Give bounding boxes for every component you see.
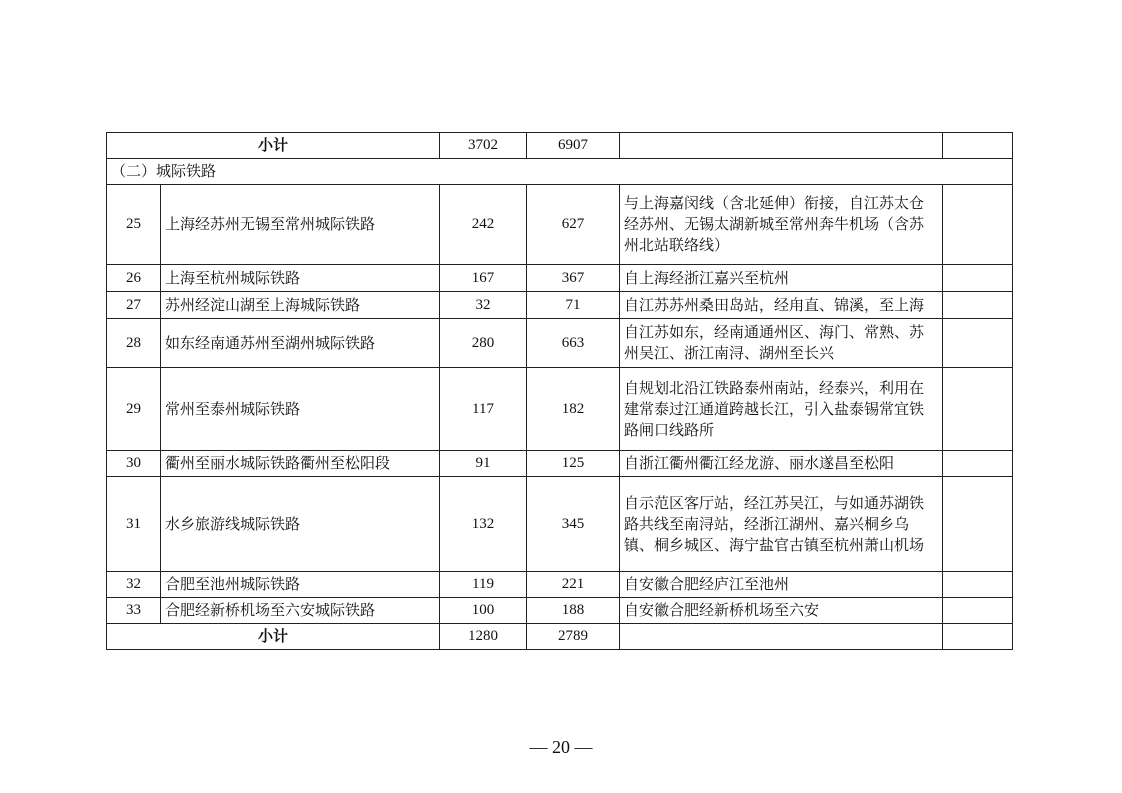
route-description: 自规划北沿江铁路泰州南站，经泰兴，利用在建常泰过江通道跨越长江，引入盐泰锡常宜铁路闸口线路所 — [620, 368, 943, 451]
route-description: 自浙江衢州衢江经龙游、丽水遂昌至松阳 — [620, 451, 943, 477]
project-name: 上海经苏州无锡至常州城际铁路 — [161, 185, 440, 265]
project-name: 上海至杭州城际铁路 — [161, 265, 440, 292]
subtotal-note-cell — [943, 133, 1013, 159]
value-1: 100 — [440, 598, 527, 624]
table-row — [107, 572, 1013, 598]
table-row — [107, 451, 1013, 477]
row-number: 26 — [107, 265, 161, 292]
table-row — [107, 319, 1013, 368]
railway-table — [106, 132, 1013, 650]
project-name: 苏州经淀山湖至上海城际铁路 — [161, 292, 440, 319]
table-row — [107, 265, 1013, 292]
project-name: 衢州至丽水城际铁路衢州至松阳段 — [161, 451, 440, 477]
subtotal-value-1: 1280 — [440, 624, 527, 650]
value-2: 188 — [527, 598, 620, 624]
note-cell — [943, 572, 1013, 598]
value-1: 91 — [440, 451, 527, 477]
route-description: 自江苏苏州桑田岛站，经甪直、锦溪，至上海 — [620, 292, 943, 319]
value-1: 167 — [440, 265, 527, 292]
value-2: 627 — [527, 185, 620, 265]
row-number: 29 — [107, 368, 161, 451]
section-header-row — [107, 159, 1013, 185]
table-row — [107, 185, 1013, 265]
route-description: 自安徽合肥经新桥机场至六安 — [620, 598, 943, 624]
row-number: 32 — [107, 572, 161, 598]
project-name: 如东经南通苏州至湖州城际铁路 — [161, 319, 440, 368]
subtotal-note-cell — [943, 624, 1013, 650]
note-cell — [943, 368, 1013, 451]
subtotal-value-1: 3702 — [440, 133, 527, 159]
note-cell — [943, 265, 1013, 292]
value-1: 32 — [440, 292, 527, 319]
section-title: （二）城际铁路 — [107, 159, 1013, 185]
value-1: 242 — [440, 185, 527, 265]
note-cell — [943, 319, 1013, 368]
project-name: 合肥经新桥机场至六安城际铁路 — [161, 598, 440, 624]
note-cell — [943, 598, 1013, 624]
value-1: 119 — [440, 572, 527, 598]
value-2: 345 — [527, 477, 620, 572]
value-2: 125 — [527, 451, 620, 477]
subtotal-label: 小计 — [107, 133, 440, 159]
table-row — [107, 292, 1013, 319]
row-number: 31 — [107, 477, 161, 572]
note-cell — [943, 477, 1013, 572]
row-number: 30 — [107, 451, 161, 477]
row-number: 27 — [107, 292, 161, 319]
route-description: 自示范区客厅站，经江苏吴江，与如通苏湖铁路共线至南浔站，经浙江湖州、嘉兴桐乡乌镇、桐乡城区、海宁盐官古镇至杭州萧山机场 — [620, 477, 943, 572]
project-name: 常州至泰州城际铁路 — [161, 368, 440, 451]
value-1: 117 — [440, 368, 527, 451]
subtotal-row — [107, 624, 1013, 650]
row-number: 33 — [107, 598, 161, 624]
value-2: 182 — [527, 368, 620, 451]
value-1: 280 — [440, 319, 527, 368]
route-description: 自江苏如东，经南通通州区、海门、常熟、苏州吴江、浙江南浔、湖州至长兴 — [620, 319, 943, 368]
value-2: 71 — [527, 292, 620, 319]
note-cell — [943, 292, 1013, 319]
subtotal-value-2: 6907 — [527, 133, 620, 159]
note-cell — [943, 451, 1013, 477]
subtotal-desc-cell — [620, 624, 943, 650]
subtotal-desc-cell — [620, 133, 943, 159]
subtotal-row — [107, 133, 1013, 159]
page-number: — 20 — — [529, 737, 593, 757]
row-number: 25 — [107, 185, 161, 265]
value-2: 663 — [527, 319, 620, 368]
project-name: 合肥至池州城际铁路 — [161, 572, 440, 598]
route-description: 与上海嘉闵线（含北延伸）衔接，自江苏太仓经苏州、无锡太湖新城至常州奔牛机场（含苏州北站联络线） — [620, 185, 943, 265]
subtotal-value-2: 2789 — [527, 624, 620, 650]
value-2: 367 — [527, 265, 620, 292]
table-row — [107, 477, 1013, 572]
subtotal-label: 小计 — [107, 624, 440, 650]
table-row — [107, 598, 1013, 624]
route-description: 自安徽合肥经庐江至池州 — [620, 572, 943, 598]
table-row — [107, 368, 1013, 451]
row-number: 28 — [107, 319, 161, 368]
project-name: 水乡旅游线城际铁路 — [161, 477, 440, 572]
route-description: 自上海经浙江嘉兴至杭州 — [620, 265, 943, 292]
value-2: 221 — [527, 572, 620, 598]
value-1: 132 — [440, 477, 527, 572]
note-cell — [943, 185, 1013, 265]
